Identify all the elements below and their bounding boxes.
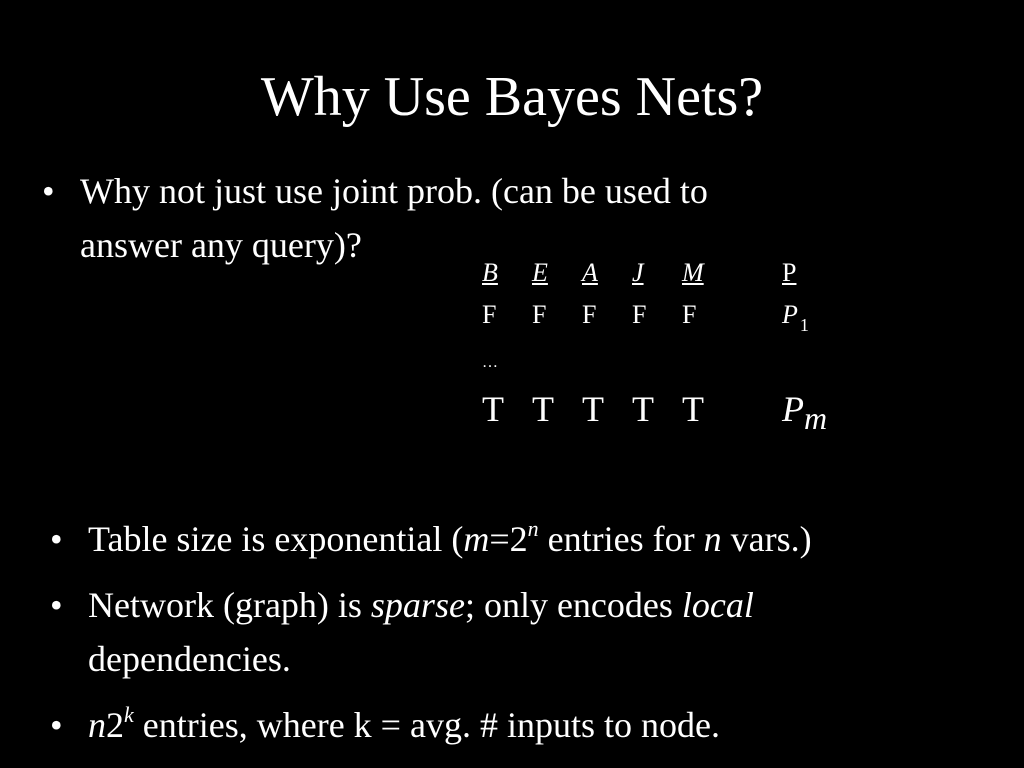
table-cell-first-prob-sub: 1: [799, 315, 809, 335]
var-n: n: [703, 519, 722, 559]
bullet-entries-rest: entries, where k = avg. # inputs to node.: [133, 705, 720, 745]
bullet-network-sparse-line2: dependencies.: [88, 639, 291, 679]
bullet-joint-prob-line1: Why not just use joint prob. (can be used to: [80, 171, 708, 211]
exponent-n: n: [527, 516, 539, 541]
table-cell-first-prob: [782, 300, 809, 335]
bullet-table-size-part1: Table size is exponential (: [88, 519, 464, 559]
table-cell-last-b: T: [482, 389, 504, 429]
table-header-b: B: [482, 258, 498, 287]
bullet-network-sparse: [50, 578, 1010, 686]
bullet-network-part2: ; only encodes: [464, 585, 682, 625]
table-ellipsis: …: [482, 354, 498, 371]
bullet-network-part1: Network (graph) is: [88, 585, 371, 625]
table-cell-first-b: F: [482, 300, 497, 329]
bullet-table-size-text: [88, 512, 1020, 566]
table-header-e: E: [532, 258, 548, 287]
base-two: 2: [106, 705, 124, 745]
bullet-dot-4: •: [50, 705, 63, 745]
table-cell-first-j: F: [632, 300, 647, 329]
table-header-a: A: [582, 258, 598, 287]
table-header-m: M: [682, 258, 704, 287]
word-local: local: [681, 585, 754, 625]
table-cell-first-e: F: [532, 300, 547, 329]
bullet-joint-prob-line2: answer any query)?: [80, 225, 362, 265]
table-cell-last-e: T: [532, 389, 554, 429]
table-cell-last-a: T: [582, 389, 604, 429]
table-cell-first-prob-p: P: [782, 300, 798, 329]
equals-two: =2: [489, 519, 528, 559]
bullet-table-size: [50, 512, 1020, 566]
table-cell-last-j: T: [632, 389, 654, 429]
bullet-entries: [50, 698, 1010, 752]
bullet-joint-prob: [42, 164, 902, 272]
word-sparse: sparse: [370, 585, 465, 625]
table-cell-last-prob: [782, 388, 828, 436]
exponent-k: k: [124, 702, 134, 727]
bullet-dot-3: •: [50, 585, 63, 625]
table-header-p: P: [782, 258, 797, 287]
joint-probability-table: [478, 258, 858, 448]
table-header-j: J: [632, 258, 644, 287]
bullet-network-sparse-line1: [88, 578, 1010, 632]
bullet-entries-text: [88, 698, 1010, 752]
table-cell-last-m: T: [682, 389, 704, 429]
slide-title: Why Use Bayes Nets?: [260, 66, 764, 128]
table-cell-last-prob-p: P: [782, 389, 804, 429]
bullet-table-size-part3: vars.): [721, 519, 812, 559]
bullet-table-size-part2: entries for: [538, 519, 704, 559]
table-cell-last-prob-sub: m: [804, 400, 828, 436]
bullet-dot-2: •: [50, 519, 63, 559]
table-cell-first-a: F: [582, 300, 597, 329]
bullet-dot-1: •: [42, 171, 55, 211]
var-m: m: [463, 519, 490, 559]
var-n-entries: n: [88, 705, 106, 745]
table-cell-first-m: F: [682, 300, 697, 329]
